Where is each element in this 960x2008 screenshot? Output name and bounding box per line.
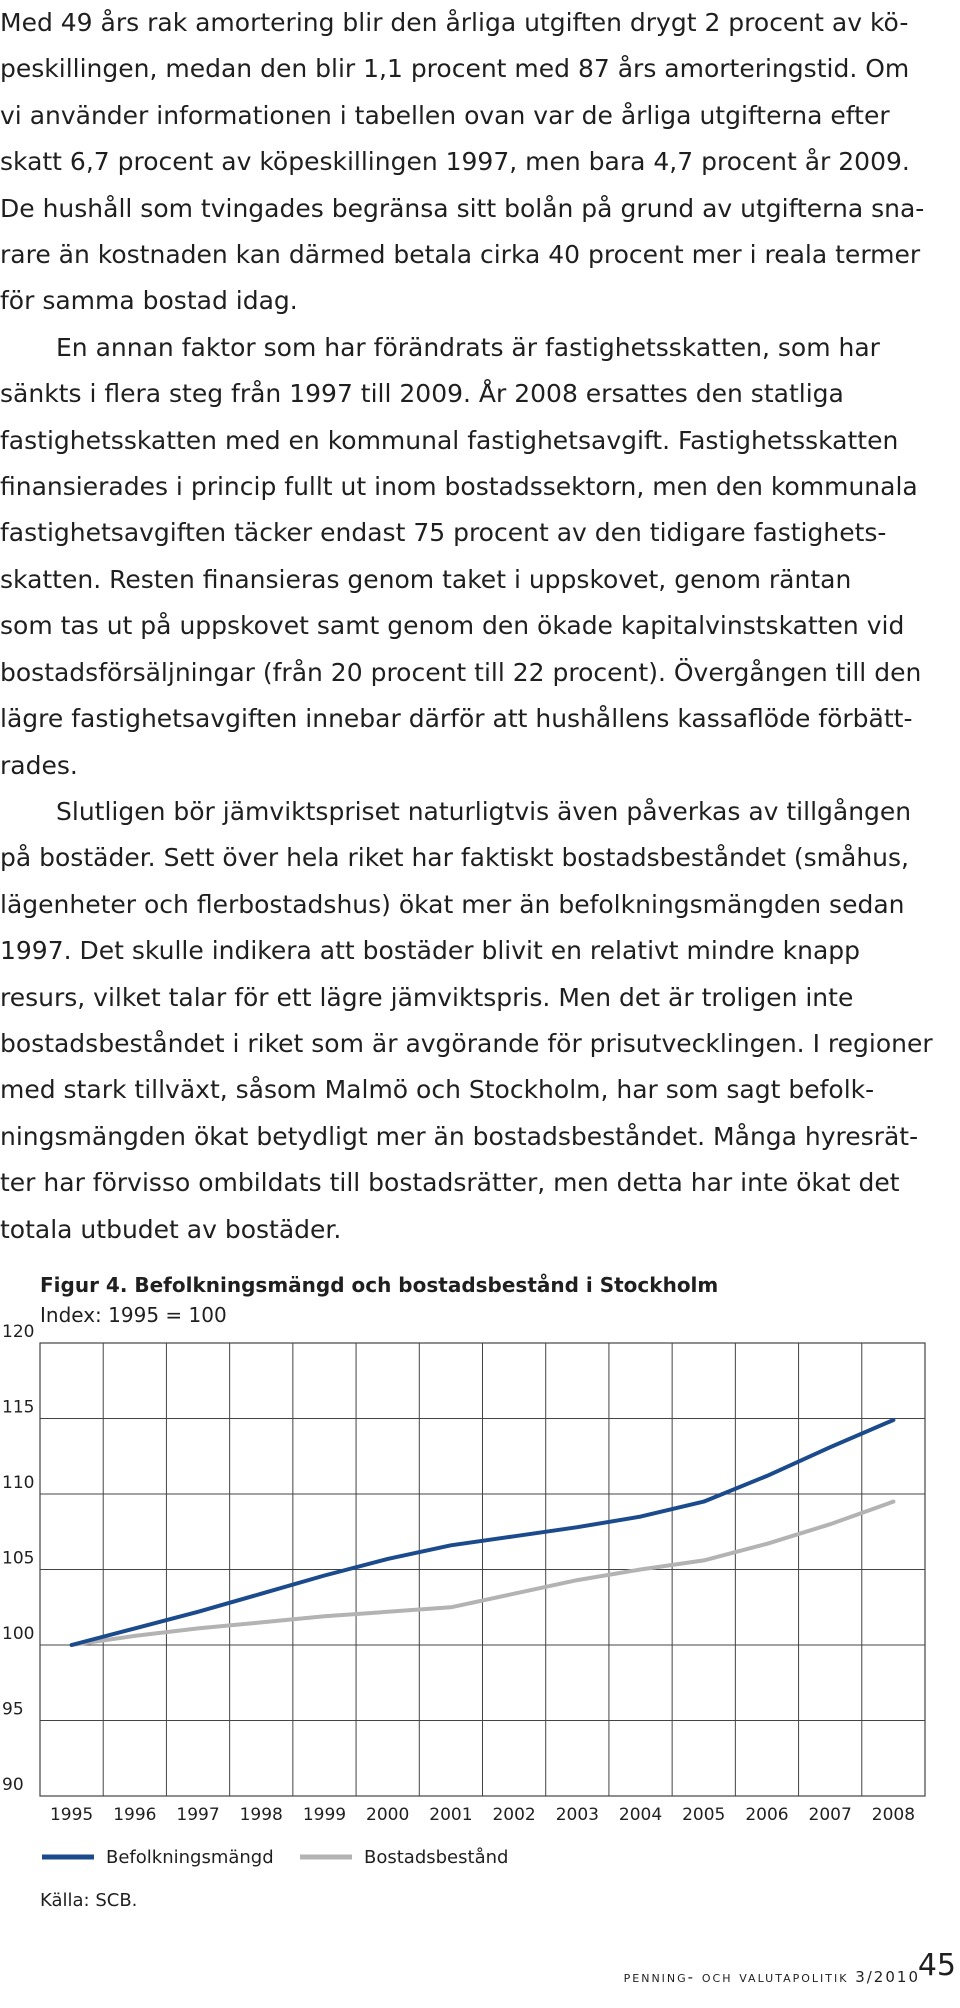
journal-footer: penning- och valutapolitik 3/2010 (623, 1968, 920, 1986)
paragraph-1: Med 49 års rak amortering blir den årliga utgiften drygt 2 procent av kö- peskillingen, medan den blir 1,1 procent med 87 års amorteringstid. Om vi använder informationen i tabellen ovan var de årliga utgifterna efter skatt 6,7 procent av köpeskillingen 1997, men bara 4,7 procent år 2009. De hushåll som tvingades begränsa sitt bolån på grund av utgifterna sna- rare än kostnaden kan därmed betala cirka 40 procent mer i reala termer för samma bostad idag. (0, 8, 925, 316)
paragraph-2: En annan faktor som har förändrats är fastighetsskatten, som har sänkts i flera steg från 1997 till 2009. År 2008 ersattes den statliga fastighetsskatten med en kommunal fastighetsavgift. Fastighetsskatten finansierades i princip fullt ut inom bostadssektorn, men den kommunala fastighetsavgiften täcker endast 75 procent av den tidigare fastighets- skatten. Resten finansieras genom taket i uppskovet, genom räntan som tas ut på uppskovet samt genom den ökade kapitalvinstskatten vid bostadsförsäljningar (från 20 procent till 22 procent). Övergången till den lägre fastighetsavgiften innebar därför att hushållens kassaflöde förbätt- rades. (0, 332, 922, 780)
figure-source: Källa: SCB. (40, 1890, 138, 1911)
x-tick-label: 2004 (618, 1805, 663, 1825)
y-tick-label: 90 (2, 1775, 24, 1795)
figure-subtitle: Index: 1995 = 100 (40, 1303, 227, 1327)
legend-label: Befolkningsmängd (106, 1847, 274, 1868)
x-tick-label: 2005 (682, 1805, 726, 1825)
line-chart (0, 1300, 960, 1880)
figure-title: Figur 4. Befolkningsmängd och bostadsbestånd i Stockholm (40, 1273, 719, 1297)
x-tick-label: 2000 (366, 1805, 410, 1825)
x-tick-label: 2001 (429, 1805, 473, 1825)
x-tick-label: 1995 (49, 1805, 94, 1825)
x-tick-label: 1996 (113, 1805, 157, 1825)
x-tick-label: 1998 (239, 1805, 283, 1825)
x-tick-label: 2007 (808, 1805, 852, 1825)
y-tick-label: 115 (2, 1397, 35, 1418)
y-tick-label: 120 (2, 1322, 35, 1342)
x-tick-label: 2003 (555, 1805, 599, 1825)
page-number: 45 (917, 1948, 956, 1983)
y-tick-label: 100 (2, 1624, 35, 1644)
x-tick-label: 2002 (492, 1805, 536, 1825)
x-tick-label: 1999 (302, 1805, 347, 1825)
x-tick-label: 1997 (176, 1805, 220, 1825)
y-tick-label: 95 (2, 1699, 24, 1720)
paragraph-3: Slutligen bör jämviktspriset naturligtvis även påverkas av tillgången på bostäder. Sett över hela riket har faktiskt bostadsbeståndet (småhus, lägenheter och flerbostadshus) ökat mer än befolkningsmängden sedan 1997. Det skulle indikera att bostäder blivit en relativt mindre knapp resurs, vilket talar för ett lägre jämviktspris. Men det är troligen inte bostadsbeståndet i riket som är avgörande för prisutvecklingen. I regioner med stark tillväxt, såsom Malmö och Stockholm, har som sagt befolk- ningsmängden ökat betydligt mer än bostadsbeståndet. Många hyresrät- ter har förvisso ombildats till bostadsrätter, men detta har inte ökat det totala utbudet av bostäder. (0, 796, 933, 1244)
y-tick-label: 105 (2, 1548, 35, 1569)
y-tick-label: 110 (2, 1473, 35, 1493)
x-tick-label: 2006 (745, 1805, 789, 1825)
x-tick-label: 2008 (871, 1805, 916, 1825)
legend-label: Bostadsbestånd (364, 1847, 509, 1868)
